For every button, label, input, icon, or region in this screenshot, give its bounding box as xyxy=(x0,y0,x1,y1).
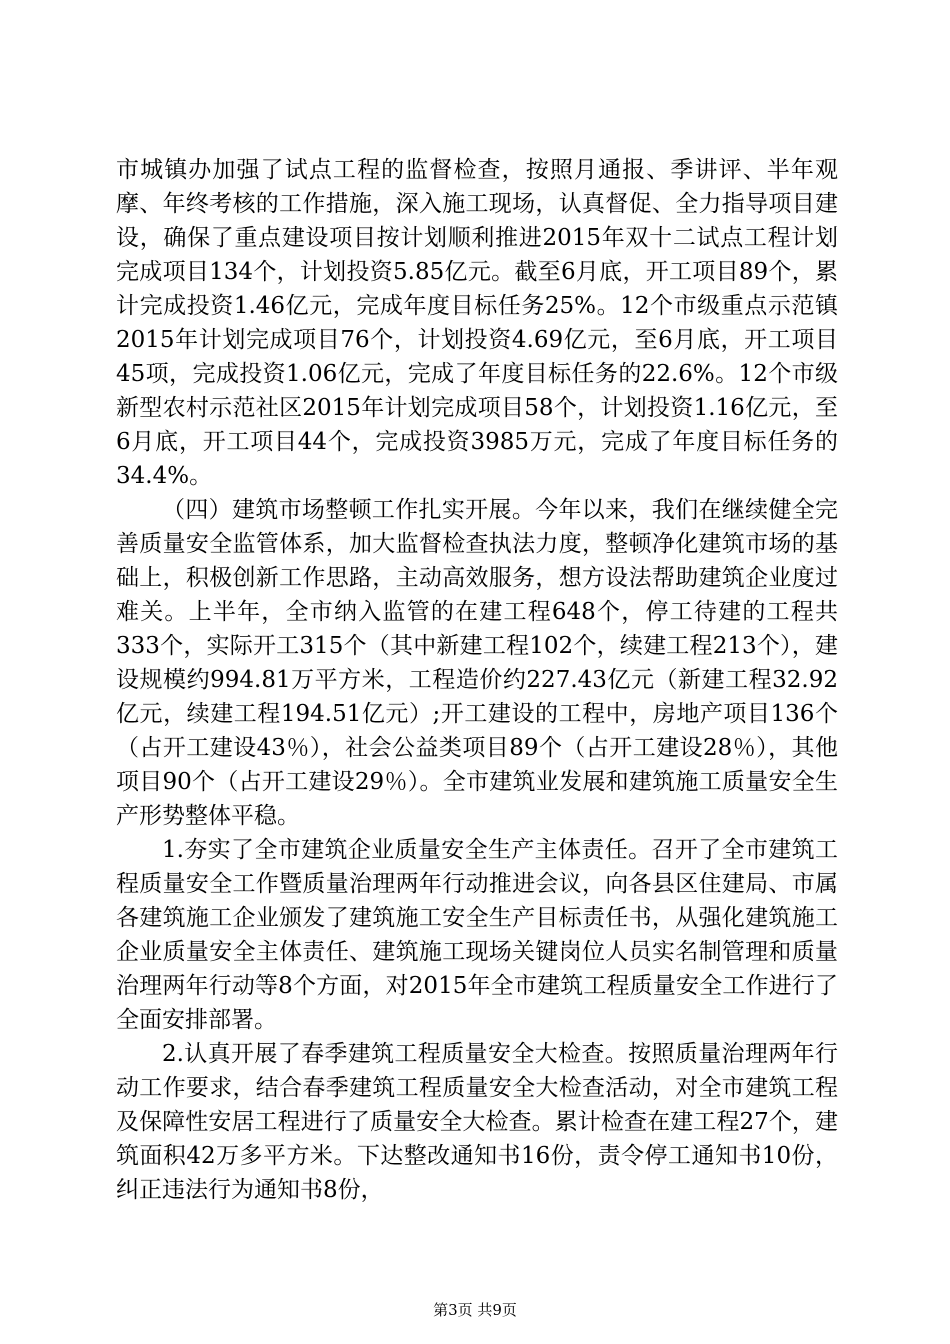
document-body xyxy=(116,153,838,1207)
paragraph-market-rectification: （四）建筑市场整顿工作扎实开展。今年以来，我们在继续健全完善质量安全监管体系，加大监督检查执法力度，整顿净化建筑市场的基础上，积极创新工作思路，主动高效服务，想方设法帮助建筑企业度过难关。上半年，全市纳入监管的在建工程648个，停工待建的工程共333个，实际开工315个（其中新建工程102个，续建工程213个），建设规模约994.81万平方米，工程造价约227.43亿元（新建工程32.92亿元，续建工程194.51亿元）;开工建设的工程中，房地产项目136个（占开工建设43％），社会公益类项目89个（占开工建设28％），其他项目90个（占开工建设29％）。全市建筑业发展和建筑施工质量安全生产形势整体平稳。 xyxy=(116,497,838,829)
page-footer: 第3页 共9页 xyxy=(433,1301,517,1319)
paragraph-pilot-projects: 市城镇办加强了试点工程的监督检查，按照月通报、季讲评、半年观摩、年终考核的工作措施，深入施工现场，认真督促、全力指导项目建设，确保了重点建设项目按计划顺利推进2015年双十二试点工程计划完成项目134个，计划投资5.85亿元。截至6月底，开工项目89个，累计完成投资1.46亿元，完成年度目标任务25%。12个市级重点示范镇2015年计划完成项目76个，计划投资4.69亿元，至6月底，开工项目45项，完成投资1.06亿元，完成了年度目标任务的22.6%。12个市级新型农村示范社区2015年计划完成项目58个，计划投资1.16亿元，至6月底，开工项目44个，完成投资3985万元，完成了年度目标任务的34.4%。 xyxy=(116,157,838,489)
paragraph-item-2: 2.认真开展了春季建筑工程质量安全大检查。按照质量治理两年行动工作要求，结合春季建筑工程质量安全大检查活动，对全市建筑工程及保障性安居工程进行了质量安全大检查。累计检查在建工程27个，建筑面积42万多平方米。下达整改通知书16份，责令停工通知书10份，纠正违法行为通知书8份， xyxy=(116,1041,838,1203)
paragraph-item-1: 1.夯实了全市建筑企业质量安全生产主体责任。召开了全市建筑工程质量安全工作暨质量治理两年行动推进会议，向各县区住建局、市属各建筑施工企业颁发了建筑施工安全生产目标责任书，从强化建筑施工企业质量安全主体责任、建筑施工现场关键岗位人员实名制管理和质量治理两年行动等8个方面，对2015年全市建筑工程质量安全工作进行了全面安排部署。 xyxy=(116,837,838,1033)
